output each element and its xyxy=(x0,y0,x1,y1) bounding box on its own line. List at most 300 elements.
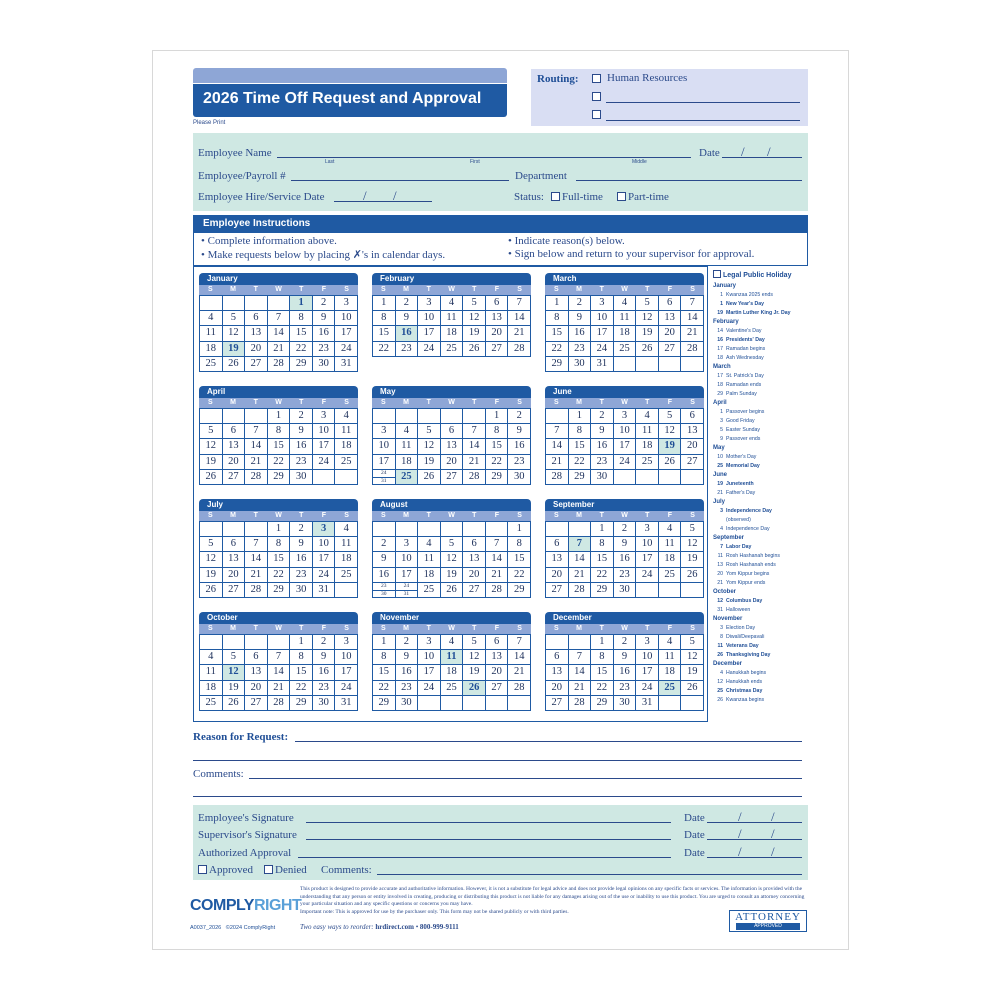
day-cell[interactable]: 11 xyxy=(335,537,358,552)
comments-field-line-2[interactable] xyxy=(193,796,802,797)
day-cell[interactable]: 13 xyxy=(245,665,268,680)
day-cell[interactable]: 19 xyxy=(441,568,464,583)
day-cell[interactable]: 29 xyxy=(268,470,291,485)
day-cell[interactable]: 5 xyxy=(200,537,223,552)
day-cell[interactable]: 9 xyxy=(313,311,336,326)
day-cell[interactable]: 8 xyxy=(569,424,592,439)
day-cell[interactable]: 15 xyxy=(373,326,396,341)
supervisor-sig-date-field[interactable] xyxy=(707,839,802,840)
day-cell[interactable]: 3 xyxy=(636,635,659,650)
day-cell[interactable]: 10 xyxy=(591,311,614,326)
day-cell[interactable]: 15 xyxy=(290,665,313,680)
day-cell[interactable]: 9 xyxy=(313,650,336,665)
day-cell[interactable]: 26 xyxy=(223,357,246,372)
day-cell[interactable]: 9 xyxy=(508,424,531,439)
day-cell[interactable]: 7 xyxy=(245,424,268,439)
day-cell[interactable]: 16 xyxy=(290,439,313,454)
day-cell[interactable]: 20 xyxy=(681,439,704,454)
day-cell[interactable]: 15 xyxy=(268,439,291,454)
holiday-day-cell[interactable]: 12 xyxy=(223,665,246,680)
day-cell[interactable]: 11 xyxy=(396,439,419,454)
day-cell[interactable]: 29 xyxy=(591,696,614,711)
day-cell[interactable]: 28 xyxy=(569,696,592,711)
day-cell[interactable]: 28 xyxy=(508,342,531,357)
day-cell[interactable]: 22 xyxy=(591,681,614,696)
day-cell[interactable]: 22 xyxy=(290,681,313,696)
day-cell[interactable]: 18 xyxy=(418,568,441,583)
day-cell[interactable]: 26 xyxy=(223,696,246,711)
day-cell[interactable]: 28 xyxy=(681,342,704,357)
day-cell[interactable]: 10 xyxy=(335,650,358,665)
day-cell[interactable]: 29 xyxy=(290,696,313,711)
day-cell[interactable]: 10 xyxy=(373,439,396,454)
day-cell[interactable]: 6 xyxy=(486,635,509,650)
day-cell[interactable]: 25 xyxy=(441,342,464,357)
day-cell[interactable]: 5 xyxy=(681,522,704,537)
day-cell[interactable]: 1 xyxy=(373,296,396,311)
day-cell[interactable]: 24 xyxy=(418,681,441,696)
day-cell[interactable]: 16 xyxy=(614,552,637,567)
day-cell[interactable]: 11 xyxy=(636,424,659,439)
day-cell[interactable]: 7 xyxy=(508,296,531,311)
day-cell[interactable]: 22 xyxy=(373,681,396,696)
day-cell[interactable]: 30 xyxy=(290,583,313,598)
day-cell[interactable]: 6 xyxy=(245,311,268,326)
day-cell[interactable]: 19 xyxy=(463,326,486,341)
day-cell[interactable]: 25 xyxy=(441,681,464,696)
day-cell[interactable]: 3 xyxy=(418,296,441,311)
day-cell[interactable]: 13 xyxy=(441,439,464,454)
day-cell[interactable]: 1 xyxy=(569,409,592,424)
day-cell[interactable]: 28 xyxy=(268,357,291,372)
day-cell[interactable]: 4 xyxy=(659,522,682,537)
day-cell[interactable]: 31 xyxy=(335,696,358,711)
day-cell[interactable]: 23 xyxy=(290,568,313,583)
day-cell[interactable]: 14 xyxy=(508,650,531,665)
payroll-field[interactable] xyxy=(291,180,509,181)
day-cell[interactable]: 18 xyxy=(335,552,358,567)
day-cell[interactable]: 2 xyxy=(508,409,531,424)
day-cell[interactable]: 11 xyxy=(659,537,682,552)
split-day-cell[interactable]: 24 31 xyxy=(396,583,419,598)
day-cell[interactable]: 10 xyxy=(313,424,336,439)
day-cell[interactable]: 20 xyxy=(486,326,509,341)
approved-option[interactable]: Approved xyxy=(198,864,253,876)
day-cell[interactable]: 2 xyxy=(290,409,313,424)
day-cell[interactable]: 19 xyxy=(636,326,659,341)
day-cell[interactable]: 23 xyxy=(591,455,614,470)
day-cell[interactable]: 6 xyxy=(245,650,268,665)
day-cell[interactable]: 26 xyxy=(418,470,441,485)
parttime-checkbox[interactable] xyxy=(617,192,626,201)
day-cell[interactable]: 8 xyxy=(290,311,313,326)
routing-checkbox[interactable] xyxy=(592,74,601,83)
approval-comments-field[interactable] xyxy=(377,874,802,875)
day-cell[interactable]: 30 xyxy=(313,357,336,372)
day-cell[interactable]: 6 xyxy=(546,537,569,552)
day-cell[interactable]: 17 xyxy=(418,665,441,680)
day-cell[interactable]: 13 xyxy=(659,311,682,326)
day-cell[interactable]: 21 xyxy=(508,326,531,341)
day-cell[interactable]: 27 xyxy=(463,583,486,598)
day-cell[interactable]: 7 xyxy=(569,650,592,665)
day-cell[interactable]: 28 xyxy=(486,583,509,598)
day-cell[interactable]: 25 xyxy=(614,342,637,357)
day-cell[interactable]: 9 xyxy=(290,537,313,552)
day-cell[interactable]: 16 xyxy=(508,439,531,454)
day-cell[interactable]: 31 xyxy=(335,357,358,372)
day-cell[interactable]: 23 xyxy=(396,342,419,357)
day-cell[interactable]: 10 xyxy=(636,537,659,552)
day-cell[interactable]: 5 xyxy=(681,635,704,650)
day-cell[interactable]: 19 xyxy=(418,455,441,470)
day-cell[interactable]: 8 xyxy=(508,537,531,552)
day-cell[interactable]: 16 xyxy=(373,568,396,583)
day-cell[interactable]: 15 xyxy=(569,439,592,454)
day-cell[interactable]: 26 xyxy=(681,681,704,696)
day-cell[interactable]: 13 xyxy=(223,552,246,567)
day-cell[interactable]: 27 xyxy=(223,583,246,598)
holiday-day-cell[interactable]: 16 xyxy=(396,326,419,341)
day-cell[interactable]: 12 xyxy=(636,311,659,326)
day-cell[interactable]: 29 xyxy=(508,583,531,598)
day-cell[interactable]: 13 xyxy=(546,552,569,567)
day-cell[interactable]: 25 xyxy=(335,455,358,470)
day-cell[interactable]: 18 xyxy=(200,342,223,357)
day-cell[interactable]: 16 xyxy=(396,665,419,680)
day-cell[interactable]: 4 xyxy=(396,424,419,439)
day-cell[interactable]: 14 xyxy=(245,552,268,567)
routing-blank-line[interactable] xyxy=(606,120,800,121)
day-cell[interactable]: 17 xyxy=(418,326,441,341)
day-cell[interactable]: 19 xyxy=(200,455,223,470)
fulltime-option[interactable] xyxy=(551,191,603,203)
day-cell[interactable]: 12 xyxy=(681,650,704,665)
day-cell[interactable]: 30 xyxy=(591,470,614,485)
day-cell[interactable]: 21 xyxy=(569,681,592,696)
supervisor-signature-field[interactable] xyxy=(306,839,671,840)
denied-checkbox[interactable] xyxy=(264,865,273,874)
day-cell[interactable]: 2 xyxy=(290,522,313,537)
routing-option-blank-1[interactable] xyxy=(592,91,800,105)
day-cell[interactable]: 8 xyxy=(591,537,614,552)
day-cell[interactable]: 22 xyxy=(546,342,569,357)
day-cell[interactable]: 21 xyxy=(681,326,704,341)
day-cell[interactable]: 10 xyxy=(313,537,336,552)
employee-name-field[interactable] xyxy=(277,157,691,158)
day-cell[interactable]: 22 xyxy=(508,568,531,583)
day-cell[interactable]: 29 xyxy=(591,583,614,598)
day-cell[interactable]: 24 xyxy=(418,342,441,357)
day-cell[interactable]: 20 xyxy=(546,681,569,696)
day-cell[interactable]: 15 xyxy=(591,552,614,567)
day-cell[interactable]: 9 xyxy=(290,424,313,439)
day-cell[interactable]: 12 xyxy=(681,537,704,552)
day-cell[interactable]: 2 xyxy=(614,522,637,537)
day-cell[interactable]: 30 xyxy=(614,696,637,711)
day-cell[interactable]: 26 xyxy=(681,568,704,583)
day-cell[interactable]: 10 xyxy=(418,650,441,665)
day-cell[interactable]: 3 xyxy=(418,635,441,650)
reason-field-line-2[interactable] xyxy=(193,760,802,761)
day-cell[interactable]: 17 xyxy=(396,568,419,583)
day-cell[interactable]: 20 xyxy=(223,455,246,470)
day-cell[interactable]: 13 xyxy=(245,326,268,341)
day-cell[interactable]: 6 xyxy=(223,424,246,439)
day-cell[interactable]: 16 xyxy=(290,552,313,567)
day-cell[interactable]: 18 xyxy=(441,326,464,341)
day-cell[interactable]: 30 xyxy=(508,470,531,485)
day-cell[interactable]: 16 xyxy=(313,665,336,680)
day-cell[interactable]: 21 xyxy=(245,568,268,583)
day-cell[interactable]: 15 xyxy=(486,439,509,454)
day-cell[interactable]: 7 xyxy=(681,296,704,311)
day-cell[interactable]: 26 xyxy=(463,342,486,357)
day-cell[interactable]: 14 xyxy=(508,311,531,326)
day-cell[interactable]: 26 xyxy=(200,583,223,598)
day-cell[interactable]: 12 xyxy=(200,552,223,567)
day-cell[interactable]: 27 xyxy=(659,342,682,357)
fulltime-checkbox[interactable] xyxy=(551,192,560,201)
comments-field-line[interactable] xyxy=(249,778,802,779)
day-cell[interactable]: 24 xyxy=(591,342,614,357)
day-cell[interactable]: 20 xyxy=(659,326,682,341)
day-cell[interactable]: 8 xyxy=(373,311,396,326)
day-cell[interactable]: 29 xyxy=(546,357,569,372)
day-cell[interactable]: 7 xyxy=(508,635,531,650)
day-cell[interactable]: 27 xyxy=(681,455,704,470)
day-cell[interactable]: 18 xyxy=(441,665,464,680)
day-cell[interactable]: 15 xyxy=(591,665,614,680)
day-cell[interactable]: 19 xyxy=(463,665,486,680)
day-cell[interactable]: 24 xyxy=(335,681,358,696)
day-cell[interactable]: 11 xyxy=(418,552,441,567)
day-cell[interactable]: 7 xyxy=(268,311,291,326)
day-cell[interactable]: 7 xyxy=(245,537,268,552)
holiday-day-cell[interactable]: 1 xyxy=(290,296,313,311)
day-cell[interactable]: 22 xyxy=(373,342,396,357)
day-cell[interactable]: 24 xyxy=(313,455,336,470)
parttime-option[interactable] xyxy=(617,191,669,203)
day-cell[interactable]: 2 xyxy=(373,537,396,552)
day-cell[interactable]: 5 xyxy=(659,409,682,424)
day-cell[interactable]: 4 xyxy=(335,409,358,424)
day-cell[interactable]: 25 xyxy=(418,583,441,598)
day-cell[interactable]: 3 xyxy=(396,537,419,552)
day-cell[interactable]: 5 xyxy=(441,537,464,552)
day-cell[interactable]: 25 xyxy=(200,696,223,711)
day-cell[interactable]: 2 xyxy=(313,635,336,650)
day-cell[interactable]: 8 xyxy=(591,650,614,665)
day-cell[interactable]: 13 xyxy=(463,552,486,567)
day-cell[interactable]: 5 xyxy=(636,296,659,311)
day-cell[interactable]: 28 xyxy=(463,470,486,485)
day-cell[interactable]: 2 xyxy=(396,296,419,311)
day-cell[interactable]: 10 xyxy=(418,311,441,326)
day-cell[interactable]: 18 xyxy=(614,326,637,341)
day-cell[interactable]: 15 xyxy=(546,326,569,341)
denied-option[interactable]: Denied xyxy=(264,864,307,876)
day-cell[interactable]: 27 xyxy=(546,696,569,711)
day-cell[interactable]: 17 xyxy=(614,439,637,454)
day-cell[interactable]: 6 xyxy=(681,409,704,424)
day-cell[interactable]: 27 xyxy=(245,696,268,711)
day-cell[interactable]: 16 xyxy=(591,439,614,454)
day-cell[interactable]: 20 xyxy=(245,342,268,357)
day-cell[interactable]: 26 xyxy=(200,470,223,485)
routing-option-hr[interactable] xyxy=(592,73,800,87)
day-cell[interactable]: 7 xyxy=(546,424,569,439)
day-cell[interactable]: 30 xyxy=(396,696,419,711)
day-cell[interactable]: 16 xyxy=(313,326,336,341)
day-cell[interactable]: 4 xyxy=(659,635,682,650)
day-cell[interactable]: 19 xyxy=(200,568,223,583)
day-cell[interactable]: 20 xyxy=(463,568,486,583)
day-cell[interactable]: 25 xyxy=(636,455,659,470)
day-cell[interactable]: 2 xyxy=(569,296,592,311)
day-cell[interactable]: 7 xyxy=(486,537,509,552)
day-cell[interactable]: 17 xyxy=(636,665,659,680)
day-cell[interactable]: 5 xyxy=(223,311,246,326)
day-cell[interactable]: 3 xyxy=(335,635,358,650)
day-cell[interactable]: 8 xyxy=(290,650,313,665)
split-day-cell[interactable]: 24 31 xyxy=(373,470,396,485)
day-cell[interactable]: 30 xyxy=(313,696,336,711)
day-cell[interactable]: 11 xyxy=(200,665,223,680)
day-cell[interactable]: 14 xyxy=(546,439,569,454)
day-cell[interactable]: 2 xyxy=(591,409,614,424)
day-cell[interactable]: 9 xyxy=(373,552,396,567)
day-cell[interactable]: 12 xyxy=(659,424,682,439)
day-cell[interactable]: 14 xyxy=(486,552,509,567)
day-cell[interactable]: 16 xyxy=(569,326,592,341)
day-cell[interactable]: 8 xyxy=(268,424,291,439)
day-cell[interactable]: 20 xyxy=(223,568,246,583)
day-cell[interactable]: 16 xyxy=(614,665,637,680)
day-cell[interactable]: 18 xyxy=(659,552,682,567)
day-cell[interactable]: 21 xyxy=(569,568,592,583)
day-cell[interactable]: 18 xyxy=(659,665,682,680)
day-cell[interactable]: 27 xyxy=(245,357,268,372)
day-cell[interactable]: 17 xyxy=(335,665,358,680)
holiday-day-cell[interactable]: 19 xyxy=(223,342,246,357)
day-cell[interactable]: 4 xyxy=(441,296,464,311)
day-cell[interactable]: 10 xyxy=(335,311,358,326)
day-cell[interactable]: 12 xyxy=(200,439,223,454)
day-cell[interactable]: 11 xyxy=(614,311,637,326)
day-cell[interactable]: 23 xyxy=(614,681,637,696)
day-cell[interactable]: 15 xyxy=(508,552,531,567)
routing-option-blank-2[interactable] xyxy=(592,109,800,123)
day-cell[interactable]: 11 xyxy=(335,424,358,439)
day-cell[interactable]: 11 xyxy=(441,311,464,326)
day-cell[interactable]: 23 xyxy=(313,342,336,357)
day-cell[interactable]: 21 xyxy=(486,568,509,583)
day-cell[interactable]: 5 xyxy=(200,424,223,439)
day-cell[interactable]: 3 xyxy=(313,409,336,424)
day-cell[interactable]: 8 xyxy=(268,537,291,552)
holiday-day-cell[interactable]: 19 xyxy=(659,439,682,454)
day-cell[interactable]: 23 xyxy=(313,681,336,696)
day-cell[interactable]: 18 xyxy=(335,439,358,454)
holiday-day-cell[interactable]: 26 xyxy=(463,681,486,696)
day-cell[interactable]: 17 xyxy=(373,455,396,470)
day-cell[interactable]: 26 xyxy=(441,583,464,598)
day-cell[interactable]: 21 xyxy=(546,455,569,470)
day-cell[interactable]: 6 xyxy=(223,537,246,552)
day-cell[interactable]: 27 xyxy=(486,681,509,696)
day-cell[interactable]: 22 xyxy=(569,455,592,470)
day-cell[interactable]: 28 xyxy=(546,470,569,485)
day-cell[interactable]: 15 xyxy=(268,552,291,567)
day-cell[interactable]: 1 xyxy=(508,522,531,537)
day-cell[interactable]: 1 xyxy=(268,522,291,537)
holiday-day-cell[interactable]: 11 xyxy=(441,650,464,665)
day-cell[interactable]: 18 xyxy=(396,455,419,470)
day-cell[interactable]: 9 xyxy=(614,650,637,665)
day-cell[interactable]: 10 xyxy=(396,552,419,567)
day-cell[interactable]: 6 xyxy=(486,296,509,311)
day-cell[interactable]: 20 xyxy=(486,665,509,680)
authorized-approval-field[interactable] xyxy=(298,857,671,858)
day-cell[interactable]: 30 xyxy=(614,583,637,598)
day-cell[interactable]: 15 xyxy=(373,665,396,680)
day-cell[interactable]: 19 xyxy=(681,665,704,680)
day-cell[interactable]: 30 xyxy=(290,470,313,485)
day-cell[interactable]: 21 xyxy=(268,681,291,696)
day-cell[interactable]: 8 xyxy=(373,650,396,665)
day-cell[interactable]: 28 xyxy=(245,583,268,598)
day-cell[interactable]: 1 xyxy=(268,409,291,424)
day-cell[interactable]: 4 xyxy=(614,296,637,311)
day-cell[interactable]: 1 xyxy=(591,635,614,650)
reason-field-line[interactable] xyxy=(295,741,802,742)
day-cell[interactable]: 25 xyxy=(200,357,223,372)
day-cell[interactable]: 13 xyxy=(486,311,509,326)
day-cell[interactable]: 21 xyxy=(508,665,531,680)
day-cell[interactable]: 30 xyxy=(569,357,592,372)
day-cell[interactable]: 24 xyxy=(636,681,659,696)
day-cell[interactable]: 12 xyxy=(223,326,246,341)
request-date-field[interactable] xyxy=(722,157,802,158)
day-cell[interactable]: 13 xyxy=(223,439,246,454)
holiday-day-cell[interactable]: 25 xyxy=(396,470,419,485)
day-cell[interactable]: 8 xyxy=(546,311,569,326)
day-cell[interactable]: 28 xyxy=(268,696,291,711)
day-cell[interactable]: 5 xyxy=(463,635,486,650)
day-cell[interactable]: 17 xyxy=(636,552,659,567)
day-cell[interactable]: 6 xyxy=(441,424,464,439)
employee-sig-date-field[interactable] xyxy=(707,822,802,823)
day-cell[interactable]: 9 xyxy=(396,311,419,326)
day-cell[interactable]: 18 xyxy=(200,681,223,696)
day-cell[interactable]: 19 xyxy=(681,552,704,567)
day-cell[interactable]: 24 xyxy=(313,568,336,583)
day-cell[interactable]: 3 xyxy=(591,296,614,311)
day-cell[interactable]: 8 xyxy=(486,424,509,439)
routing-blank-line[interactable] xyxy=(606,102,800,103)
employee-signature-field[interactable] xyxy=(306,822,671,823)
day-cell[interactable]: 15 xyxy=(290,326,313,341)
day-cell[interactable]: 22 xyxy=(290,342,313,357)
day-cell[interactable]: 2 xyxy=(614,635,637,650)
day-cell[interactable]: 21 xyxy=(245,455,268,470)
day-cell[interactable]: 29 xyxy=(569,470,592,485)
day-cell[interactable]: 20 xyxy=(245,681,268,696)
day-cell[interactable]: 2 xyxy=(396,635,419,650)
day-cell[interactable]: 11 xyxy=(200,326,223,341)
day-cell[interactable]: 17 xyxy=(335,326,358,341)
